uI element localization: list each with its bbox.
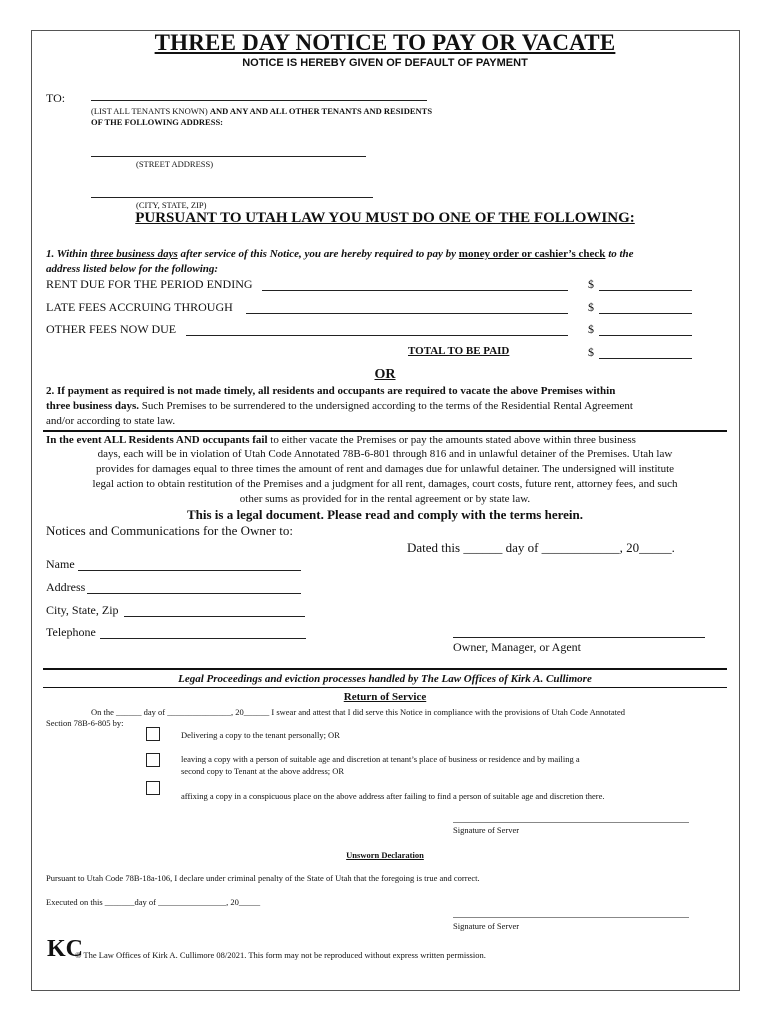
- server-signature-line-2[interactable]: [453, 917, 689, 918]
- to-label: TO:: [46, 91, 66, 105]
- owner-address-line[interactable]: [87, 593, 301, 594]
- substitute-service-label: leaving a copy with a person of suitable age and discretion at tenant’s place of business or residence and by mailing a: [181, 754, 580, 764]
- server-signature-caption-2: Signature of Server: [453, 921, 520, 931]
- event-line-1: In the event ALL Residents AND occupants fail to either vacate the Premises or pay the amounts stated above within three business: [46, 434, 636, 446]
- total-label: TOTAL TO BE PAID: [408, 345, 510, 357]
- rent-currency: $: [588, 277, 594, 291]
- event-line-3: provides for damages equal to three times the amount of rent and damages due for unlawful detainer. The undersigned will institute: [95, 463, 675, 475]
- owner-name-label: Name: [46, 557, 75, 571]
- pursuant-heading: PURSUANT TO UTAH LAW YOU MUST DO ONE OF THE FOLLOWING:: [135, 210, 635, 226]
- rent-amount-line[interactable]: [599, 290, 692, 291]
- unsworn-declaration-text: Pursuant to Utah Code 78B-18a-106, I declare under criminal penalty of the State of Utah that the foregoing is true and correct.: [46, 873, 480, 883]
- owner-signature-caption: Owner, Manager, or Agent: [453, 640, 581, 654]
- owner-name-line[interactable]: [78, 570, 301, 571]
- server-signature-line-1[interactable]: [453, 822, 689, 823]
- owner-telephone-line[interactable]: [100, 638, 306, 639]
- legal-banner: Legal Proceedings and eviction processes handled by The Law Offices of Kirk A. Cullimore: [178, 673, 592, 685]
- tenants-input-line[interactable]: [91, 100, 427, 101]
- return-of-service-heading: Return of Service: [343, 691, 427, 703]
- footer-copyright: © The Law Offices of Kirk A. Cullimore 08/2021. This form may not be reproduced without express written permission.: [75, 950, 486, 960]
- rent-due-label: RENT DUE FOR THE PERIOD ENDING: [46, 277, 253, 291]
- other-fees-amount-line[interactable]: [599, 335, 692, 336]
- law-office-logo: [46, 932, 83, 964]
- executed-on-line[interactable]: Executed on this _______day of ________________, 20_____: [46, 897, 261, 907]
- owner-city-line[interactable]: [124, 616, 305, 617]
- form-title: THREE DAY NOTICE TO PAY OR VACATE: [154, 30, 616, 55]
- other-fees-currency: $: [588, 322, 594, 336]
- section-divider: [43, 430, 727, 432]
- late-fees-date-line[interactable]: [246, 313, 568, 314]
- form-subtitle: NOTICE IS HEREBY GIVEN OF DEFAULT OF PAYMENT: [242, 57, 528, 69]
- personal-delivery-label: Delivering a copy to the tenant personally; OR: [181, 730, 340, 740]
- or-divider: OR: [374, 367, 396, 382]
- city-state-zip-caption: (CITY, STATE, ZIP): [136, 200, 207, 210]
- owner-city-label: City, State, Zip: [46, 603, 119, 617]
- other-fees-label: OTHER FEES NOW DUE: [46, 322, 177, 336]
- return-of-service-line-2: Section 78B-6-805 by:: [46, 718, 124, 728]
- option-2-line-3: and/or according to state law.: [46, 415, 176, 427]
- legal-banner-top-rule: [43, 668, 727, 670]
- late-fees-label: LATE FEES ACCRUING THROUGH: [46, 300, 233, 314]
- owner-telephone-label: Telephone: [46, 625, 96, 639]
- street-address-caption: (STREET ADDRESS): [136, 159, 214, 169]
- late-fees-amount-line[interactable]: [599, 313, 692, 314]
- option-2-line-1: 2. If payment as required is not made timely, all residents and occupants are required to vacate the above Premises within: [46, 385, 616, 397]
- city-state-zip-line[interactable]: [91, 197, 373, 198]
- notices-label: Notices and Communications for the Owner to:: [46, 523, 293, 538]
- event-line-2: days, each will be in violation of Utah Code Annotated 78B-6-801 through 816 and in unlawful detainer of the Premises. Utah law: [97, 448, 673, 460]
- option-2-line-2: three business days. Such Premises to be surrendered to the undersigned according to the terms of the Residential Rental Agreement: [46, 400, 633, 412]
- substitute-service-label-2: second copy to Tenant at the above address; OR: [181, 766, 345, 776]
- posting-service-checkbox[interactable]: [146, 781, 160, 795]
- late-fees-currency: $: [588, 300, 594, 314]
- tenants-caption: (LIST ALL TENANTS KNOWN) AND ANY AND ALL OTHER TENANTS AND RESIDENTS: [91, 106, 433, 116]
- dated-line[interactable]: Dated this ______ day of ____________, 20_____.: [407, 540, 675, 555]
- legal-document-notice: This is a legal document. Please read and comply with the terms herein.: [186, 507, 583, 522]
- server-signature-caption-1: Signature of Server: [453, 825, 520, 835]
- event-line-5: other sums as provided for in the rental agreement or by state law.: [239, 493, 531, 505]
- street-address-line[interactable]: [91, 156, 366, 157]
- personal-delivery-checkbox[interactable]: [146, 727, 160, 741]
- total-currency: $: [588, 345, 594, 359]
- substitute-service-checkbox[interactable]: [146, 753, 160, 767]
- option-1-text-2: address listed below for the following:: [46, 263, 219, 275]
- return-of-service-line-1: On the ______ day of _______________, 20______ I swear and attest that I did serve this Notice in compliance with the provisions of Utah Code Annotated: [91, 707, 625, 717]
- owner-signature-line[interactable]: [453, 637, 705, 638]
- legal-banner-bottom-rule: [43, 687, 727, 688]
- posting-service-label: affixing a copy in a conspicuous place on the above address after failing to find a person of suitable age and discretion there.: [181, 791, 605, 801]
- other-fees-line[interactable]: [186, 335, 568, 336]
- rent-period-line[interactable]: [262, 290, 568, 291]
- owner-address-label: Address: [46, 580, 86, 594]
- logo-letters: KC: [47, 936, 83, 962]
- unsworn-declaration-heading: Unsworn Declaration: [346, 850, 424, 860]
- total-amount-line[interactable]: [599, 358, 692, 359]
- option-1-text: 1. Within three business days after service of this Notice, you are hereby required to pay by money order or cashier’s check to the: [46, 248, 634, 260]
- tenants-caption-2: OF THE FOLLOWING ADDRESS:: [91, 117, 224, 127]
- event-line-4: legal action to obtain restitution of the Premises and a judgment for all rent, damages, court costs, future rent, attorney fees, and such: [92, 478, 678, 490]
